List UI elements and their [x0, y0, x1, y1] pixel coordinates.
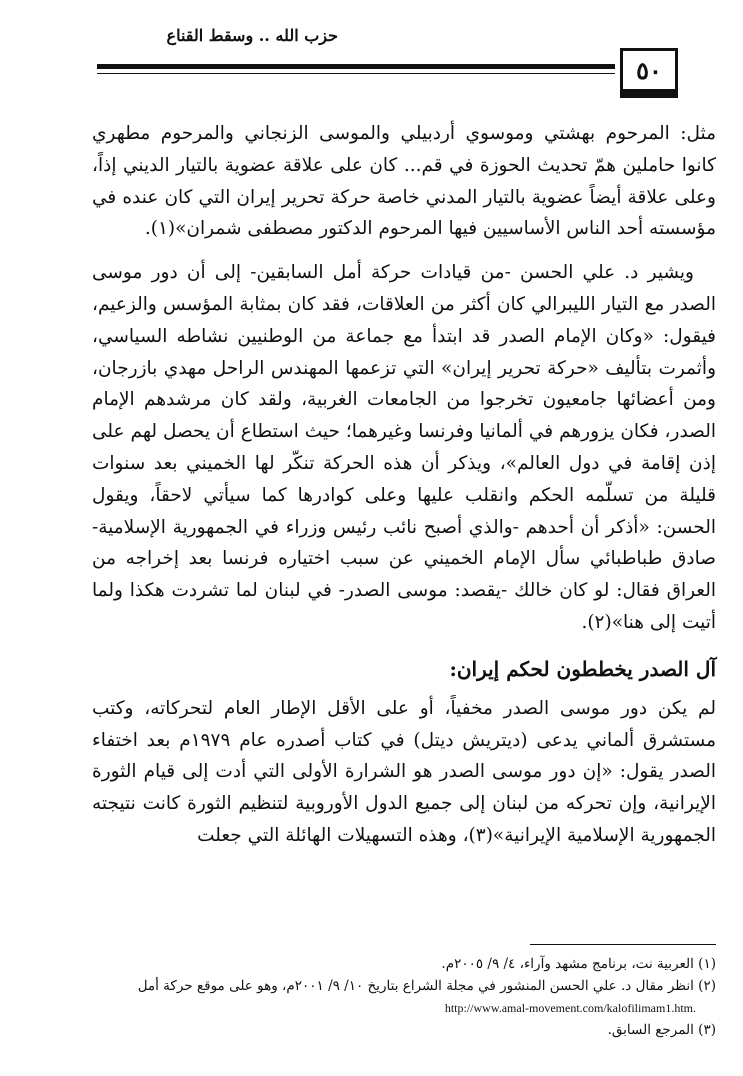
footnote-separator — [530, 944, 716, 945]
footnotes — [92, 953, 716, 1041]
header-rule-thin — [97, 73, 615, 74]
page-header — [0, 0, 743, 110]
footnote-3: (٣) المرجع السابق. — [607, 1022, 716, 1038]
running-title: حزب الله .. وسقط القناع — [166, 26, 338, 45]
main-text — [92, 118, 716, 852]
footnote-2-url: http://www.amal-movement.com/kalofilimam1.htm. — [444, 1001, 696, 1015]
paragraph-2: ويشير د. علي الحسن -من قيادات حركة أمل السابقين- إلى أن دور موسى الصدر مع التيار الليبرالي كان أكثر من العلاقات، فقد كان بمثابة المؤسس والزعيم، فيقول: «وكان الإمام الصدر قد ابتدأ مع جماعة من الوطنيين نشاطه السياسي، وأثمرت بتأليف «حركة تحرير إيران» التي تزعمها المهندس الراحل مهدي بازرجان، ومن أعضائها جامعيون تخرجوا من الجامعات الغربية، ولقد كان مرشدهم الإمام الصدر، فكان يزورهم في ألمانيا وفرنسا وغيرهما؛ حيث استطاع أن يحصل لهم على إذن إقامة في دول العالم»، ويذكر أن هذه الحركة تنكّر لها الخميني بعد سنوات قليلة من تسلّمه الحكم وانقلب عليها وعلى كوادرها كما سيأتي لاحقاً، ويقول الحسن: «أذكر أن أحدهم -والذي أصبح نائب رئيس وزراء في الجمهورية الإسلامية- صادق طباطبائي سأل الإمام الخميني عن سبب اختياره فرنسا بعد إخراجه من العراق فقال: لو كان خالك -يقصد: موسى الصدر- في لبنان لما تشردت هكذا ولما أتيت إلى هنا»(٢). — [92, 262, 716, 633]
footnote-2: (٢) انظر مقال د. علي الحسن المنشور في مجلة الشراع بتاريخ ١٠/ ٩/ ٢٠٠١م، وهو على موقع حركة أمل — [137, 978, 716, 994]
paragraph-1: مثل: المرحوم بهشتي وموسوي أردبيلي والموسى الزنجاني والمرحوم مطهري كانوا حاملين همّ تحديث الحوزة في قم... كان على علاقة عضوية بالتيار الديني إذاً، وعلى علاقة أيضاً عضوية بالتيار المدني خاصة حركة تحرير إيران التي كان عنده في مؤسسته أحد الناس الأساسيين فيها المرحوم الدكتور مصطفى شمران»(١). — [92, 123, 716, 240]
footnote-1: (١) العربية نت، برنامج مشهد وآراء، ٤/ ٩/ ٢٠٠٥م. — [441, 956, 716, 972]
section-title: آل الصدر يخططون لحكم إيران: — [449, 656, 716, 681]
header-rule-thick — [97, 64, 615, 69]
paragraph-3: لم يكن دور موسى الصدر مخفياً، أو على الأقل الإطار العام لتحركاته، وكتب مستشرق ألماني يدعى (ديتريش ديتل) في كتاب أصدره عام ١٩٧٩م بعد اختفاء الصدر يقول: «إن دور موسى الصدر هو الشرارة الأولى التي أدت إلى قيام الثورة الإيرانية، وإن تحركه من لبنان إلى جميع الدول الأوروبية لتنظيم الثورة كانت نتيجته الجمهورية الإسلامية الإيرانية»(٣)، وهذه التسهيلات الهائلة التي جعلت — [92, 697, 716, 846]
page-number: ٥٠ — [620, 48, 678, 92]
